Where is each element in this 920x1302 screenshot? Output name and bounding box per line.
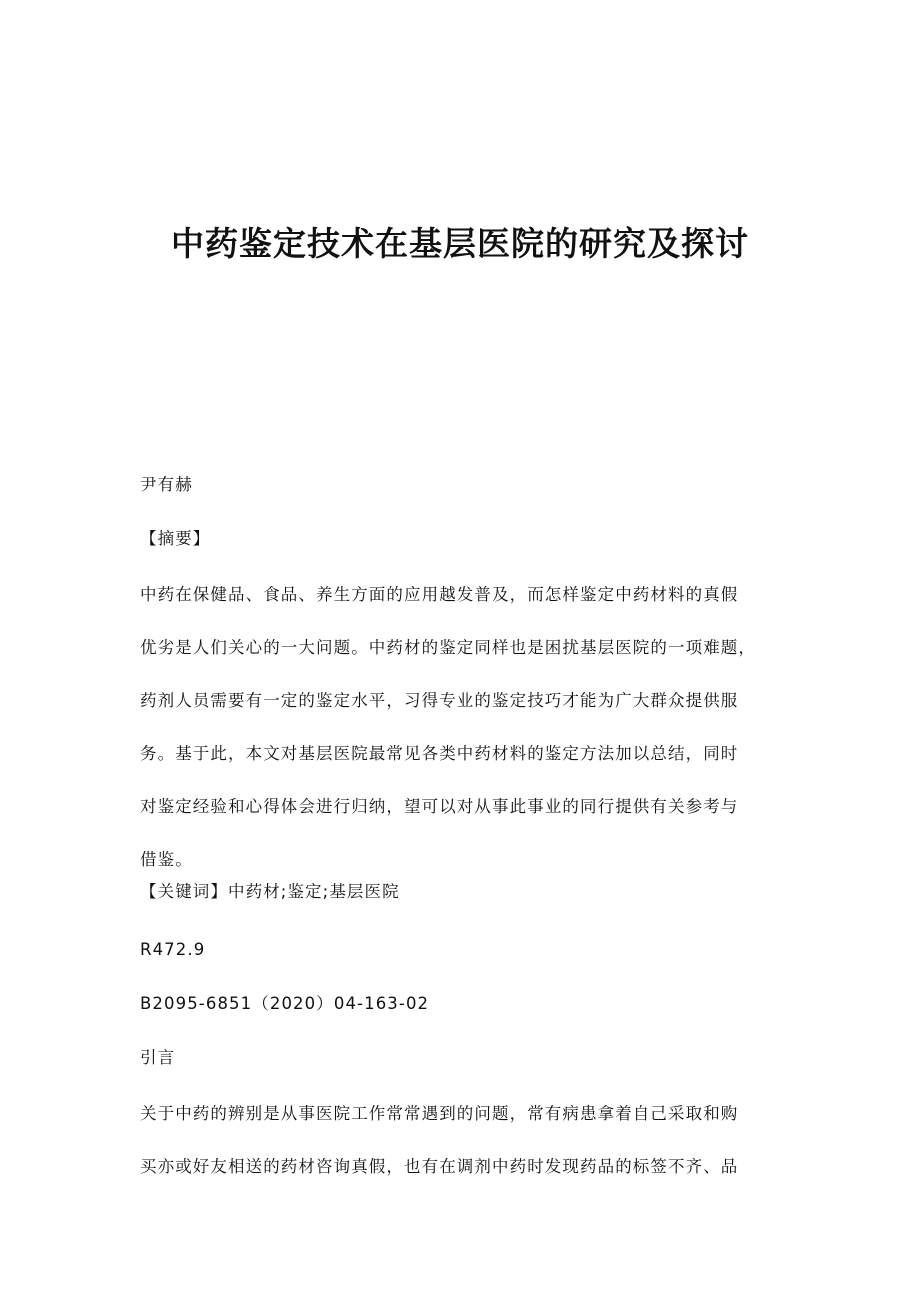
document-code: B2095-6851（2020）04-163-02 [140, 994, 430, 1013]
abstract-line: 中药在保健品、食品、养生方面的应用越发普及，而怎样鉴定中药材料的真假 [140, 585, 739, 604]
abstract-heading: 【摘要】 [140, 529, 211, 548]
abstract-line: 对鉴定经验和心得体会进行归纳，望可以对从事此事业的同行提供有关参考与 [140, 797, 739, 816]
keywords: 【关键词】中药材;鉴定;基层医院 [140, 882, 400, 901]
abstract-line: 务。基于此，本文对基层医院最常见各类中药材料的鉴定方法加以总结，同时 [140, 744, 739, 763]
abstract-line: 药剂人员需要有一定的鉴定水平，习得专业的鉴定技巧才能为广大群众提供服 [140, 691, 739, 710]
abstract-line: 优劣是人们关心的一大问题。中药材的鉴定同样也是困扰基层医院的一项难题， [140, 638, 756, 657]
intro-heading: 引言 [140, 1048, 176, 1067]
document-title: 中药鉴定技术在基层医院的研究及探讨 [171, 224, 749, 263]
classification-number: R472.9 [140, 940, 206, 959]
abstract-line: 借鉴。 [140, 850, 193, 869]
intro-line: 关于中药的辨别是从事医院工作常常遇到的问题，常有病患拿着自己采取和购 [140, 1104, 739, 1123]
intro-line: 买亦或好友相送的药材咨询真假，也有在调剂中药时发现药品的标签不齐、品 [140, 1157, 739, 1176]
author: 尹有赫 [140, 475, 193, 494]
